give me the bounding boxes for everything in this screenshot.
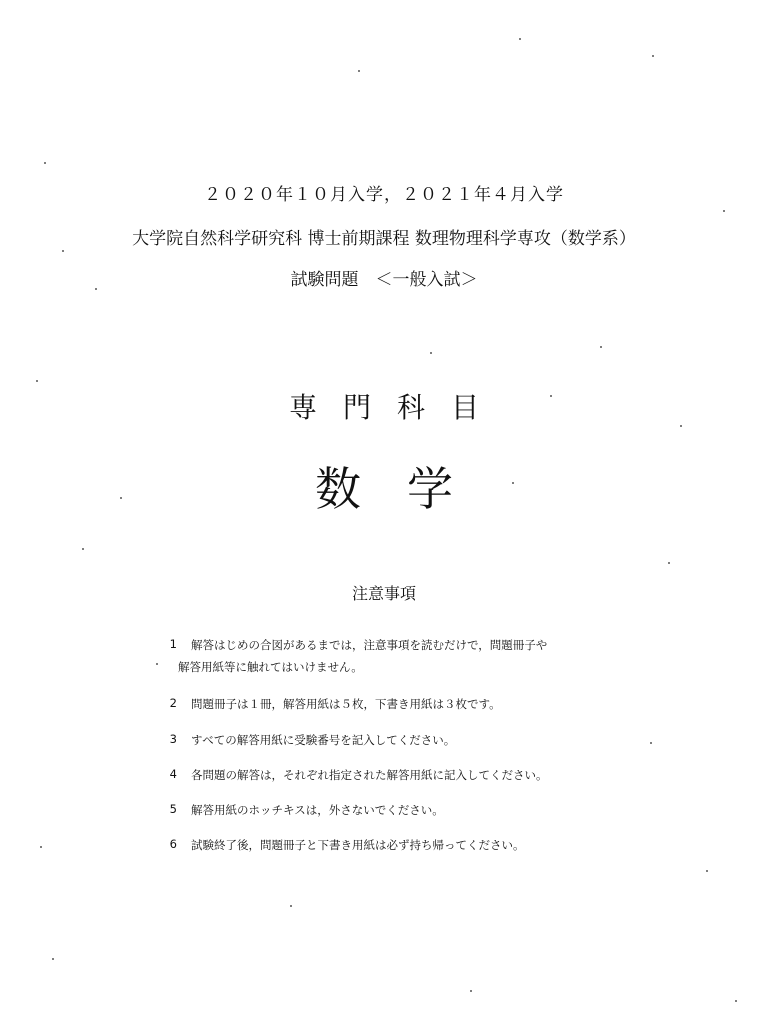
scan-speck	[290, 905, 292, 907]
scan-speck	[680, 425, 682, 427]
notes-title: 注意事項	[351, 584, 416, 603]
note-text-line: 解答用紙等に触れてはいけません。	[178, 660, 363, 674]
note-number: 5	[169, 802, 177, 816]
scan-speck	[36, 380, 38, 382]
scan-speck	[44, 162, 46, 164]
scan-speck	[52, 958, 54, 960]
scan-speck	[652, 55, 654, 57]
scan-speck	[358, 70, 360, 72]
scan-speck	[600, 346, 602, 348]
scan-speck	[430, 352, 432, 354]
program-name: 大学院自然科学研究科 博士前期課程 数理物理科学専攻（数学系）	[132, 229, 636, 249]
scan-speck	[40, 846, 42, 848]
scan-speck	[706, 870, 708, 872]
scan-speck	[519, 38, 521, 40]
exam-type: 試験問題 ＜一般入試＞	[290, 270, 478, 290]
note-text-line: 問題冊子は１冊，解答用紙は５枚，下書き用紙は３枚です。	[191, 697, 501, 711]
scan-speck	[668, 562, 670, 564]
subject-title: 数学	[315, 462, 499, 516]
scan-speck	[650, 742, 652, 744]
scan-speck	[62, 250, 64, 252]
note-text-line: 試験終了後，問題冊子と下書き用紙は必ず持ち帰ってください。	[191, 838, 525, 852]
scan-speck	[95, 288, 97, 290]
subject-category: 専門科目	[288, 391, 505, 424]
scan-speck	[735, 1000, 737, 1002]
scan-speck	[82, 548, 84, 550]
note-number: 1	[169, 637, 177, 651]
scan-speck	[156, 663, 158, 665]
note-text-line: 各問題の解答は，それぞれ指定された解答用紙に記入してください。	[191, 768, 548, 782]
scan-speck	[470, 990, 472, 992]
scan-speck	[550, 395, 552, 397]
note-number: 6	[169, 837, 177, 851]
note-number: 4	[169, 767, 177, 781]
note-number: 2	[169, 696, 177, 710]
note-text-line: すべての解答用紙に受験番号を記入してください。	[191, 733, 456, 747]
note-text-line: 解答はじめの合図があるまでは，注意事項を読むだけで，問題冊子や	[191, 638, 548, 652]
note-number: 3	[169, 732, 177, 746]
note-text-line: 解答用紙のホッチキスは，外さないでください。	[191, 803, 444, 817]
scan-speck	[512, 482, 514, 484]
scan-speck	[120, 497, 122, 499]
scan-speck	[723, 210, 725, 212]
admission-period: ２０２０年１０月入学，２０２１年４月入学	[204, 185, 564, 205]
